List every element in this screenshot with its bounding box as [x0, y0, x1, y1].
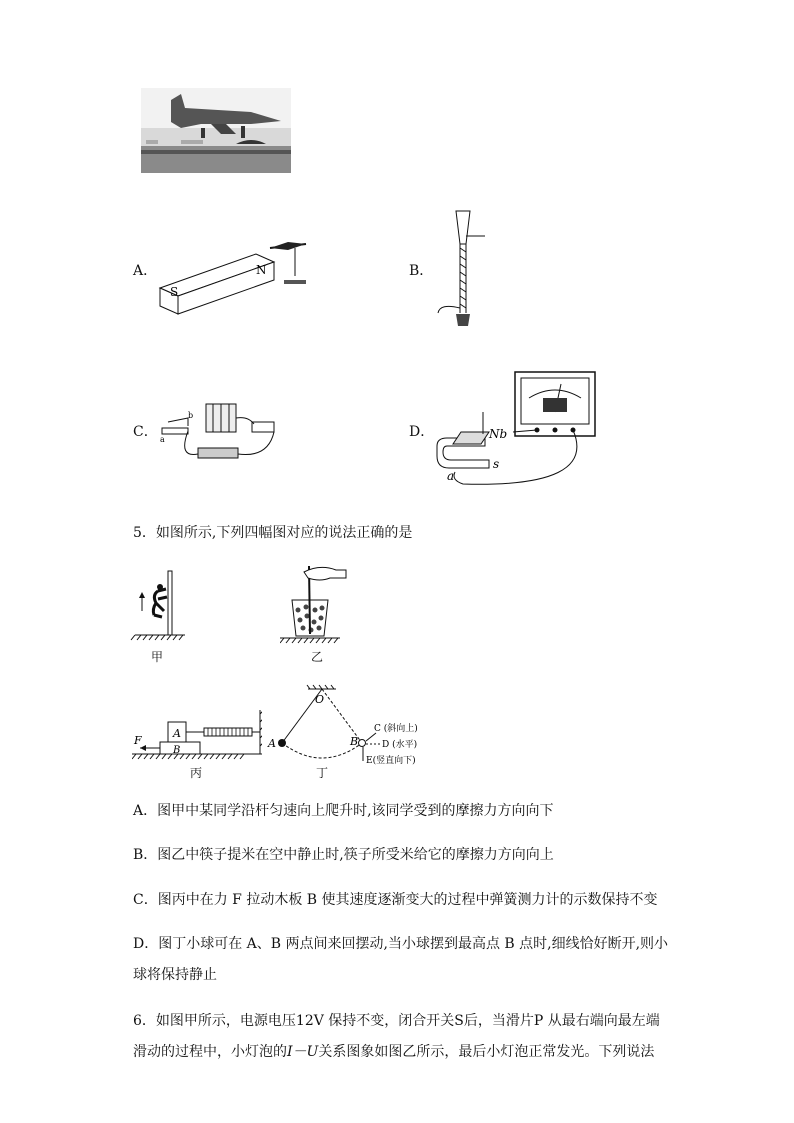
ding-label-o: O: [315, 693, 325, 706]
q6-line2-suffix: 关系图象如图乙所示，最后小灯泡正常发光。下列说法: [318, 1044, 655, 1060]
label-a: a: [447, 469, 455, 483]
q6-line1: 6．如图甲所示，电源电压12V 保持不变，闭合开关S后，当滑片P 从最右端向最左端: [133, 1013, 660, 1029]
fig-jia-label: 甲: [151, 650, 164, 664]
fig-ding: [262, 683, 432, 773]
bing-label-b: B: [173, 745, 181, 756]
galvanometer-circuit-figure: [433, 368, 603, 488]
ding-label-b: B: [350, 735, 359, 748]
fig-yi: [280, 560, 360, 650]
q5-option-b: B．图乙中筷子提米在空中静止时,筷子所受米给它的摩擦力方向向上: [133, 847, 554, 863]
label-s: s: [493, 457, 500, 471]
q6-formula: I－U: [287, 1044, 319, 1060]
fig-bing-label: 丙: [190, 766, 203, 780]
jet-track-figure: [141, 88, 291, 173]
fig-yi-label: 乙: [311, 650, 324, 664]
bing-label-a: A: [173, 727, 181, 740]
q5-option-d: D．图丁小球可在 A、B 两点间来回摆动,当小球摆到最高点 B 点时,细线恰好断开,则小: [133, 936, 669, 952]
fig-ding-label: 丁: [316, 766, 329, 780]
bing-label-f: F: [134, 734, 142, 747]
q5-option-c: C．图丙中在力 F 拉动木板 B 使其速度逐渐变大的过程中弹簧测力计的示数保持不变: [133, 892, 658, 908]
q5-option-d-cont: 球将保持静止: [133, 967, 217, 983]
q6-line2-prefix: 滑动的过程中，小灯泡的: [133, 1044, 287, 1060]
motor-circuit-figure: [158, 398, 290, 468]
fig-bing: [132, 710, 262, 760]
svg-text:a: a: [160, 435, 165, 444]
ding-label-c: C (斜向上): [374, 724, 418, 734]
ding-label-a: A: [268, 737, 276, 750]
option-a-label: A．: [133, 263, 158, 279]
coil-funnel-figure: [430, 208, 500, 333]
svg-text:b: b: [188, 411, 194, 420]
option-c-label: C．: [133, 424, 158, 440]
magnet-compass-figure: [156, 240, 326, 320]
option-b-label: B．: [409, 263, 434, 279]
q5-stem: 5．如图所示,下列四幅图对应的说法正确的是: [133, 525, 413, 541]
magnet-n-pole: N: [256, 263, 267, 277]
q6-line2: [133, 1042, 654, 1062]
ding-label-d: D (水平): [382, 740, 418, 750]
fig-jia: [130, 565, 190, 660]
magnet-s-pole: S: [170, 285, 179, 299]
label-nb: Nb: [489, 427, 508, 441]
ding-label-e: E(竖直向下): [366, 756, 416, 766]
option-d-label: D．: [409, 424, 435, 440]
q5-option-a: A．图甲中某同学沿杆匀速向上爬升时,该同学受到的摩擦力方向向下: [133, 803, 554, 819]
